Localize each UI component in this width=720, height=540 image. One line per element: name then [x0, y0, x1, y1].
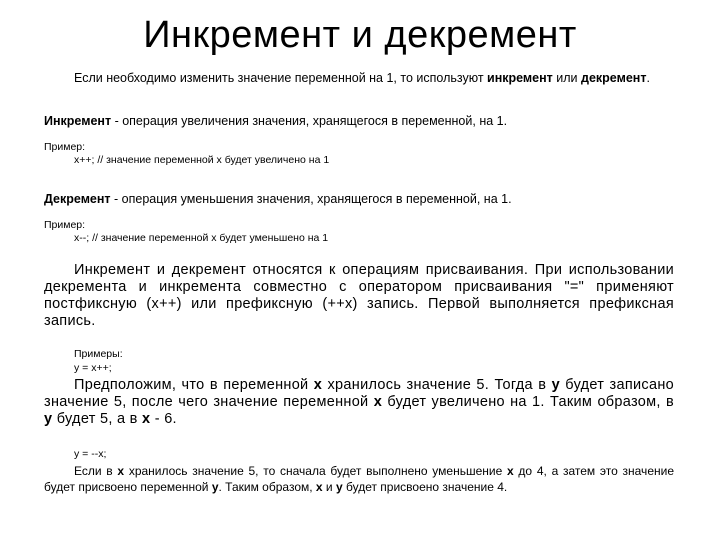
- var: y: [551, 377, 560, 393]
- slide-title: Инкремент и декремент: [143, 14, 577, 56]
- text: хранилось значение 5. Тогда в: [322, 377, 552, 393]
- intro-paragraph: [44, 70, 674, 86]
- var: x: [142, 411, 151, 427]
- example-label: Пример:: [44, 219, 86, 231]
- text: - 6.: [150, 411, 177, 427]
- postfix-explanation: [44, 377, 674, 428]
- text: будет 5, а в: [52, 411, 143, 427]
- term-increment: инкремент: [487, 71, 553, 85]
- text: будет присвоено значение 4.: [342, 480, 508, 494]
- var: y: [44, 411, 53, 427]
- text: будет увеличено на 1. Таким образом, в: [382, 394, 674, 410]
- prefix-explanation: [44, 463, 674, 495]
- text: хранилось значение 5, то сначала будет выполнено уменьшение: [124, 464, 508, 478]
- term-decrement: декремент: [581, 71, 647, 85]
- text: до 4, а затем это значение будет присвоено переменной: [44, 464, 674, 494]
- examples-label: Примеры:: [74, 348, 123, 360]
- code-example: x--; // значение переменной x будет уменьшено на 1: [74, 232, 329, 244]
- text: и: [322, 480, 336, 494]
- term-decrement: Декремент: [44, 192, 111, 206]
- var: x: [313, 377, 323, 393]
- intro-text: .: [646, 71, 650, 85]
- var: y: [335, 480, 343, 494]
- text: . Таким образом,: [218, 480, 316, 494]
- term-increment: Инкремент: [44, 114, 112, 128]
- decrement-definition: [44, 191, 674, 207]
- var: x: [117, 464, 125, 478]
- definition-text: - операция уменьшения значения, хранящегося в переменной, на 1.: [110, 192, 512, 206]
- intro-text: Если необходимо изменить значение переменной на 1, то используют: [74, 71, 488, 85]
- text: Если в: [74, 464, 118, 478]
- code-example: y = --x;: [74, 448, 107, 460]
- text: будет записано значение 5, после чего значение переменной: [44, 377, 675, 410]
- code-example: x++; // значение переменной x будет увеличено на 1: [74, 154, 330, 166]
- var: x: [373, 394, 383, 410]
- assignment-paragraph: Инкремент и декремент относятся к операциям присваивания. При использовании декремента и инкремента совместно с оператором присваивания "=" применяют постфиксную (x++) или префиксную (++x) запись. Первой выполняется префиксная запись.: [44, 262, 674, 329]
- increment-definition: [44, 113, 674, 129]
- code-example: y = x++;: [74, 362, 112, 374]
- var: x: [507, 464, 514, 478]
- intro-text: или: [552, 71, 582, 85]
- var: x: [315, 480, 323, 494]
- example-label: Пример:: [44, 141, 86, 153]
- definition-text: - операция увеличения значения, хранящегося в переменной, на 1.: [111, 114, 508, 128]
- var: y: [211, 480, 219, 494]
- text: Предположим, что в переменной: [74, 377, 314, 393]
